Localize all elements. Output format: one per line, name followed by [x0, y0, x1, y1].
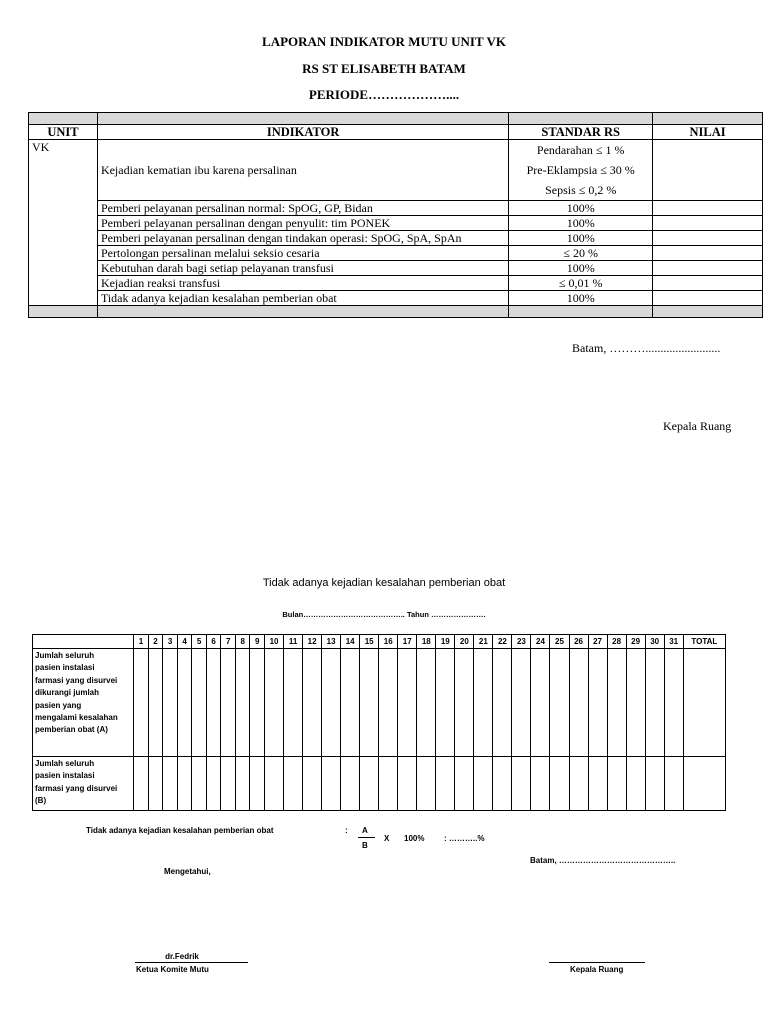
value-cell[interactable] [653, 201, 763, 216]
tally-cell[interactable] [436, 649, 455, 757]
tally-cell[interactable] [235, 649, 250, 757]
tally-cell[interactable] [645, 757, 664, 811]
standard-cell: 100% [509, 231, 653, 246]
tally-cell[interactable] [265, 649, 284, 757]
report-title: LAPORAN INDIKATOR MUTU UNIT VK [262, 34, 506, 49]
day-header-cell: 5 [192, 635, 207, 649]
value-cell[interactable] [653, 216, 763, 231]
day-header-cell: 6 [206, 635, 221, 649]
day-header-cell: 9 [250, 635, 265, 649]
col-standar: STANDAR RS [509, 125, 653, 140]
table-row [29, 276, 763, 291]
standard-line: Sepsis ≤ 0,2 % [545, 183, 617, 197]
day-header-cell: 1 [134, 635, 149, 649]
day-header-cell: 15 [360, 635, 379, 649]
tally-cell[interactable] [235, 757, 250, 811]
tally-cell[interactable] [284, 649, 303, 757]
day-header-cell: 29 [626, 635, 645, 649]
tally-cell[interactable] [550, 649, 569, 757]
label-line: Jumlah seluruh [35, 759, 95, 768]
tally-cell[interactable] [360, 649, 379, 757]
day-header-cell: 23 [512, 635, 531, 649]
label-line: farmasi yang disurvei [35, 783, 118, 793]
tally-cell[interactable] [626, 757, 645, 811]
tally-cell[interactable] [398, 757, 417, 811]
indicator-cell: Kebutuhan darah bagi setiap pelayanan transfusi [97, 261, 508, 276]
standard-cell: 100% [509, 201, 653, 216]
tally-cell[interactable] [512, 649, 531, 757]
value-cell[interactable] [653, 276, 763, 291]
table-shade-bottom [29, 306, 763, 318]
formula-label: Tidak adanya kejadian kesalahan pemberian obat [86, 826, 274, 835]
tally-cell[interactable] [221, 649, 236, 757]
day-header-cell: 13 [322, 635, 341, 649]
day-header-cell: 7 [221, 635, 236, 649]
tally-cell[interactable] [474, 757, 493, 811]
formula-result: : ………..% [444, 834, 485, 843]
day-header-cell: 22 [493, 635, 512, 649]
day-header-cell: 11 [284, 635, 303, 649]
day-header-cell: 21 [474, 635, 493, 649]
day-header-cell: 20 [455, 635, 474, 649]
right-signature-line [549, 962, 645, 963]
table-header-row [29, 125, 763, 140]
indicator-cell: Kejadian kematian ibu karena persalinan [97, 140, 508, 201]
fraction-bar [358, 837, 375, 838]
standard-cell: 100% [509, 216, 653, 231]
indicator-cell: Pemberi pelayanan persalinan dengan penyulit: tim PONEK [97, 216, 508, 231]
day-header-cell: 10 [265, 635, 284, 649]
label-line: pasien instalasi [35, 663, 95, 673]
label-line: farmasi yang disurvei [35, 675, 118, 685]
label-line: pasien instalasi [35, 771, 95, 781]
tally-cell[interactable] [493, 757, 512, 811]
tally-cell[interactable] [206, 649, 221, 757]
left-signature-line [135, 962, 248, 963]
tally-cell[interactable] [531, 757, 550, 811]
total-cell[interactable] [683, 757, 725, 811]
total-header-cell: TOTAL [683, 635, 725, 649]
tally-cell[interactable] [322, 649, 341, 757]
month-year: Bulan………………………………….. Tahun …………………. [282, 610, 486, 619]
form-title: Tidak adanya kejadian kesalahan pemberian obat [262, 577, 506, 589]
day-header-cell: 26 [569, 635, 588, 649]
standard-line: Pendarahan ≤ 1 % [536, 143, 625, 157]
day-header-cell: 25 [550, 635, 569, 649]
standard-cell-multi [509, 140, 653, 201]
indicator-table [28, 112, 763, 318]
table-row [29, 140, 763, 201]
table-row [33, 757, 726, 811]
day-header-cell: 30 [645, 635, 664, 649]
tally-cell[interactable] [474, 649, 493, 757]
day-header-cell: 19 [436, 635, 455, 649]
tally-cell[interactable] [493, 649, 512, 757]
days-header-row [33, 635, 726, 649]
table-shade-top [29, 113, 763, 125]
tally-cell[interactable] [455, 757, 474, 811]
tally-cell[interactable] [265, 757, 284, 811]
tally-cell[interactable] [531, 649, 550, 757]
tally-cell[interactable] [588, 757, 607, 811]
day-header-cell: 8 [235, 635, 250, 649]
day-header-cell: 12 [303, 635, 322, 649]
tally-cell[interactable] [163, 649, 178, 757]
tally-cell[interactable] [303, 757, 322, 811]
table-row [29, 246, 763, 261]
tally-cell[interactable] [379, 649, 398, 757]
label-line: Jumlah seluruh [35, 651, 95, 660]
tally-cell[interactable] [569, 757, 588, 811]
tally-cell[interactable] [284, 757, 303, 811]
tally-cell[interactable] [192, 649, 207, 757]
indicator-cell: Tidak adanya kejadian kesalahan pemberian obat [97, 291, 508, 306]
table-row [29, 201, 763, 216]
left-signer-title: Ketua Komite Mutu [136, 965, 209, 974]
tally-cell[interactable] [626, 649, 645, 757]
tally-cell[interactable] [569, 649, 588, 757]
hospital-name: RS ST ELISABETH BATAM [302, 61, 466, 76]
tally-cell[interactable] [341, 757, 360, 811]
tally-cell[interactable] [512, 757, 531, 811]
day-header-cell: 18 [417, 635, 436, 649]
tally-cell[interactable] [607, 757, 626, 811]
tally-cell[interactable] [436, 757, 455, 811]
day-header-cell: 4 [177, 635, 192, 649]
col-indikator: INDIKATOR [97, 125, 508, 140]
value-cell[interactable] [653, 261, 763, 276]
daily-tally-table [32, 634, 726, 811]
tally-cell[interactable] [163, 757, 178, 811]
tally-cell[interactable] [177, 649, 192, 757]
tally-cell[interactable] [177, 757, 192, 811]
day-header-cell: 3 [163, 635, 178, 649]
day-header-cell: 14 [341, 635, 360, 649]
tally-cell[interactable] [455, 649, 474, 757]
label-header-cell [33, 635, 134, 649]
tally-cell[interactable] [250, 649, 265, 757]
signer-title: Kepala Ruang [663, 419, 732, 433]
indicator-cell: Pemberi pelayanan persalinan normal: SpOG, GP, Bidan [97, 201, 508, 216]
tally-cell[interactable] [250, 757, 265, 811]
fraction-numerator: A [362, 826, 368, 835]
col-unit: UNIT [29, 125, 98, 140]
indicator-cell: Kejadian reaksi transfusi [97, 276, 508, 291]
form-place-date: Batam, …………………………………….. [530, 856, 676, 865]
tally-cell[interactable] [379, 757, 398, 811]
day-header-cell: 17 [398, 635, 417, 649]
left-signer-name: dr.Fedrik [165, 952, 199, 961]
value-cell[interactable] [653, 291, 763, 306]
indicator-cell: Pertolongan persalinan melalui seksio cesaria [97, 246, 508, 261]
indicator-cell: Pemberi pelayanan persalinan dengan tindakan operasi: SpOG, SpA, SpAn [97, 231, 508, 246]
tally-cell[interactable] [148, 757, 163, 811]
day-header-cell: 2 [148, 635, 163, 649]
report-period: PERIODE……………….... [308, 87, 460, 102]
tally-cell[interactable] [322, 757, 341, 811]
table-row [29, 231, 763, 246]
label-line: dikurangi jumlah [35, 688, 100, 698]
day-header-cell: 16 [379, 635, 398, 649]
tally-cell[interactable] [550, 757, 569, 811]
standard-cell: 100% [509, 261, 653, 276]
tally-cell[interactable] [303, 649, 322, 757]
value-cell[interactable] [653, 231, 763, 246]
unit-cell: VK [29, 140, 98, 306]
table-row [33, 649, 726, 757]
tally-cell[interactable] [664, 649, 683, 757]
tally-cell[interactable] [134, 649, 149, 757]
value-cell[interactable] [653, 246, 763, 261]
tally-cell[interactable] [134, 757, 149, 811]
tally-cell[interactable] [341, 649, 360, 757]
percent-factor: 100% [404, 834, 425, 843]
day-header-cell: 28 [607, 635, 626, 649]
col-nilai: NILAI [653, 125, 763, 140]
row-b-label [33, 757, 134, 811]
formula-colon: : [345, 826, 348, 835]
table-row [29, 261, 763, 276]
row-a-label [33, 649, 134, 757]
day-header-cell: 31 [664, 635, 683, 649]
tally-cell[interactable] [206, 757, 221, 811]
tally-cell[interactable] [192, 757, 207, 811]
tally-cell[interactable] [417, 757, 436, 811]
table-row [29, 291, 763, 306]
label-line: mengalami kesalahan [35, 713, 118, 723]
place-date: Batam, ………......................... [572, 341, 721, 355]
table-row [29, 216, 763, 231]
tally-cell[interactable] [417, 649, 436, 757]
tally-cell[interactable] [607, 649, 626, 757]
fraction-denominator: B [362, 841, 368, 850]
total-cell[interactable] [683, 649, 725, 757]
tally-cell[interactable] [588, 649, 607, 757]
day-header-cell: 24 [531, 635, 550, 649]
acknowledged-label: Mengetahui, [164, 867, 211, 876]
value-cell[interactable] [653, 140, 763, 201]
day-header-cell: 27 [588, 635, 607, 649]
tally-cell[interactable] [398, 649, 417, 757]
label-line: pemberian obat (A) [35, 725, 108, 735]
times-sign: X [384, 834, 390, 843]
tally-cell[interactable] [645, 649, 664, 757]
right-signer-title: Kepala Ruang [570, 965, 624, 974]
label-line: pasien yang [35, 700, 82, 710]
standard-cell: ≤ 20 % [509, 246, 653, 261]
standard-cell: ≤ 0,01 % [509, 276, 653, 291]
standard-cell: 100% [509, 291, 653, 306]
tally-cell[interactable] [148, 649, 163, 757]
tally-cell[interactable] [360, 757, 379, 811]
label-line: (B) [35, 796, 47, 806]
standard-line: Pre-Eklampsia ≤ 30 % [526, 163, 635, 177]
tally-cell[interactable] [664, 757, 683, 811]
tally-cell[interactable] [221, 757, 236, 811]
